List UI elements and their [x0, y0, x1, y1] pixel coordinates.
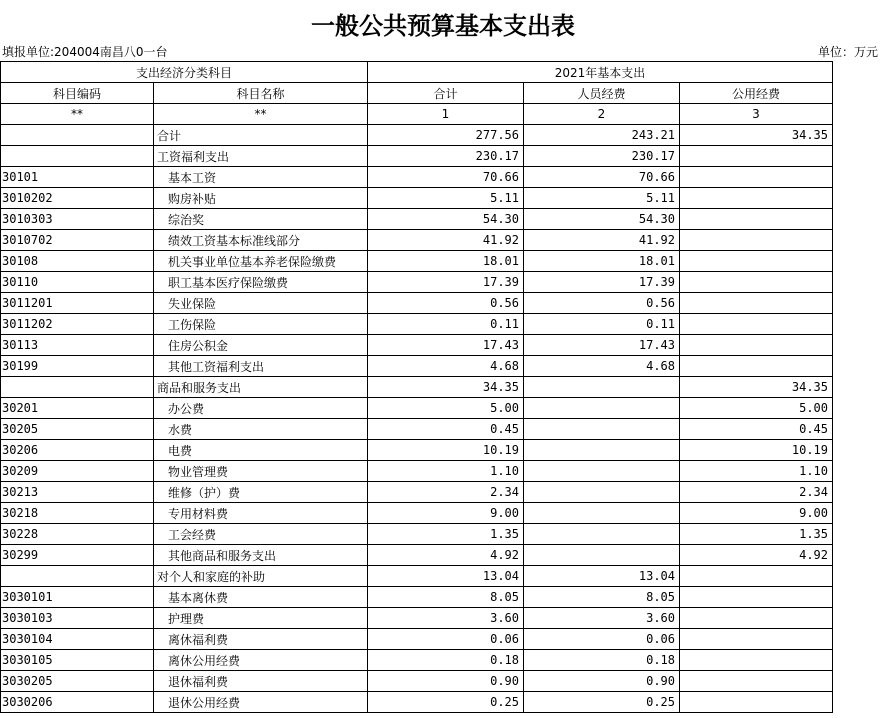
row-name: 绩效工资基本标准线部分 [154, 230, 368, 251]
row-personnel [524, 503, 680, 524]
table-row [1, 461, 833, 482]
row-code: 30113 [1, 335, 154, 356]
table-row [1, 629, 833, 650]
row-name: 专用材料费 [154, 503, 368, 524]
row-total: 18.01 [368, 251, 524, 272]
row-personnel: 0.25 [524, 692, 680, 713]
row-public: 5.00 [680, 398, 833, 419]
row-personnel [524, 482, 680, 503]
row-personnel [524, 440, 680, 461]
row-code: 30218 [1, 503, 154, 524]
row-code: 3030101 [1, 587, 154, 608]
row-personnel [524, 419, 680, 440]
row-public [680, 293, 833, 314]
row-name: 离休公用经费 [154, 650, 368, 671]
table-row [1, 566, 833, 587]
row-public [680, 692, 833, 713]
row-public: 2.34 [680, 482, 833, 503]
row-total: 3.60 [368, 608, 524, 629]
row-personnel [524, 524, 680, 545]
row-name: 合计 [154, 125, 368, 146]
row-code [1, 146, 154, 167]
row-total: 5.00 [368, 398, 524, 419]
row-personnel: 8.05 [524, 587, 680, 608]
row-name: 工资福利支出 [154, 146, 368, 167]
table-row [1, 230, 833, 251]
table-row [1, 608, 833, 629]
row-code: 3010303 [1, 209, 154, 230]
row-total: 0.90 [368, 671, 524, 692]
row-code [1, 125, 154, 146]
row-public [680, 188, 833, 209]
row-name: 办公费 [154, 398, 368, 419]
row-personnel: 0.56 [524, 293, 680, 314]
row-public: 1.35 [680, 524, 833, 545]
row-public [680, 566, 833, 587]
header-index-row [1, 104, 833, 125]
row-name: 工会经费 [154, 524, 368, 545]
table-row [1, 314, 833, 335]
row-personnel: 0.18 [524, 650, 680, 671]
table-row [1, 587, 833, 608]
row-personnel: 4.68 [524, 356, 680, 377]
row-code: 3030104 [1, 629, 154, 650]
header-column-row [1, 83, 833, 104]
row-code: 3030105 [1, 650, 154, 671]
header-personnel: 人员经费 [524, 83, 680, 104]
row-total: 17.43 [368, 335, 524, 356]
row-total: 1.35 [368, 524, 524, 545]
table-row [1, 146, 833, 167]
budget-table [0, 61, 833, 713]
row-personnel [524, 545, 680, 566]
row-total: 17.39 [368, 272, 524, 293]
table-row [1, 293, 833, 314]
row-total: 4.92 [368, 545, 524, 566]
row-code: 30209 [1, 461, 154, 482]
row-personnel [524, 461, 680, 482]
page-title: 一般公共预算基本支出表 [311, 11, 575, 40]
row-public: 34.35 [680, 125, 833, 146]
row-personnel: 41.92 [524, 230, 680, 251]
table-row [1, 167, 833, 188]
table-row [1, 650, 833, 671]
row-code: 3010702 [1, 230, 154, 251]
table-row [1, 671, 833, 692]
row-name: 电费 [154, 440, 368, 461]
row-name: 对个人和家庭的补助 [154, 566, 368, 587]
row-total: 0.11 [368, 314, 524, 335]
row-public [680, 335, 833, 356]
row-name: 基本工资 [154, 167, 368, 188]
row-name: 住房公积金 [154, 335, 368, 356]
header-public: 公用经费 [680, 83, 833, 104]
row-personnel: 54.30 [524, 209, 680, 230]
row-total: 34.35 [368, 377, 524, 398]
currency-unit: 单位：万元 [817, 45, 878, 59]
row-personnel: 0.90 [524, 671, 680, 692]
row-name: 物业管理费 [154, 461, 368, 482]
table-row [1, 545, 833, 566]
reporting-unit: 填报单位:204004南昌八0一台 [2, 45, 168, 59]
row-code: 30228 [1, 524, 154, 545]
header-basic-expenditure: 2021年基本支出 [368, 62, 833, 83]
row-code: 30201 [1, 398, 154, 419]
row-name: 机关事业单位基本养老保险缴费 [154, 251, 368, 272]
row-total: 41.92 [368, 230, 524, 251]
row-code: 30213 [1, 482, 154, 503]
row-total: 4.68 [368, 356, 524, 377]
row-total: 2.34 [368, 482, 524, 503]
row-code: 30108 [1, 251, 154, 272]
row-total: 1.10 [368, 461, 524, 482]
row-name: 商品和服务支出 [154, 377, 368, 398]
table-row [1, 482, 833, 503]
row-name: 其他商品和服务支出 [154, 545, 368, 566]
row-name: 其他工资福利支出 [154, 356, 368, 377]
row-personnel [524, 398, 680, 419]
header-economic-category: 支出经济分类科目 [1, 62, 368, 83]
row-total: 0.18 [368, 650, 524, 671]
row-public: 0.45 [680, 419, 833, 440]
row-code [1, 566, 154, 587]
row-total: 0.06 [368, 629, 524, 650]
row-code: 3030103 [1, 608, 154, 629]
table-row [1, 524, 833, 545]
row-public [680, 167, 833, 188]
row-public: 10.19 [680, 440, 833, 461]
row-name: 基本离休费 [154, 587, 368, 608]
row-public [680, 356, 833, 377]
row-name: 工伤保险 [154, 314, 368, 335]
row-code: 3011201 [1, 293, 154, 314]
row-personnel: 0.06 [524, 629, 680, 650]
row-public [680, 650, 833, 671]
row-name: 职工基本医疗保险缴费 [154, 272, 368, 293]
table-row [1, 692, 833, 713]
table-row [1, 188, 833, 209]
row-personnel: 3.60 [524, 608, 680, 629]
row-total: 8.05 [368, 587, 524, 608]
header-group-row [1, 62, 833, 83]
index-name: ** [154, 104, 368, 125]
header-total: 合计 [368, 83, 524, 104]
row-public: 4.92 [680, 545, 833, 566]
row-public: 34.35 [680, 377, 833, 398]
row-public [680, 629, 833, 650]
row-code [1, 377, 154, 398]
row-name: 失业保险 [154, 293, 368, 314]
row-total: 13.04 [368, 566, 524, 587]
row-code: 30101 [1, 167, 154, 188]
row-public [680, 608, 833, 629]
index-public: 3 [680, 104, 833, 125]
row-personnel: 5.11 [524, 188, 680, 209]
row-name: 维修（护）费 [154, 482, 368, 503]
row-public [680, 671, 833, 692]
table-row [1, 272, 833, 293]
row-personnel: 70.66 [524, 167, 680, 188]
header-code: 科目编码 [1, 83, 154, 104]
row-total: 277.56 [368, 125, 524, 146]
row-code: 30205 [1, 419, 154, 440]
row-personnel: 17.39 [524, 272, 680, 293]
row-total: 5.11 [368, 188, 524, 209]
row-name: 退休公用经费 [154, 692, 368, 713]
row-personnel [524, 377, 680, 398]
row-code: 3011202 [1, 314, 154, 335]
row-personnel: 18.01 [524, 251, 680, 272]
table-row [1, 503, 833, 524]
row-code: 30110 [1, 272, 154, 293]
row-name: 水费 [154, 419, 368, 440]
index-personnel: 2 [524, 104, 680, 125]
table-row [1, 125, 833, 146]
row-code: 3030206 [1, 692, 154, 713]
row-public [680, 314, 833, 335]
table-row [1, 251, 833, 272]
row-total: 0.45 [368, 419, 524, 440]
table-row [1, 209, 833, 230]
table-row [1, 356, 833, 377]
table-row [1, 440, 833, 461]
row-public: 1.10 [680, 461, 833, 482]
header-name: 科目名称 [154, 83, 368, 104]
row-public [680, 587, 833, 608]
index-code: ** [1, 104, 154, 125]
row-public [680, 272, 833, 293]
row-name: 离休福利费 [154, 629, 368, 650]
table-row [1, 335, 833, 356]
row-code: 30206 [1, 440, 154, 461]
row-public [680, 146, 833, 167]
row-public [680, 209, 833, 230]
row-personnel: 230.17 [524, 146, 680, 167]
row-code: 3010202 [1, 188, 154, 209]
row-total: 70.66 [368, 167, 524, 188]
row-public: 9.00 [680, 503, 833, 524]
row-name: 护理费 [154, 608, 368, 629]
row-public [680, 230, 833, 251]
row-personnel: 17.43 [524, 335, 680, 356]
row-code: 30299 [1, 545, 154, 566]
row-public [680, 251, 833, 272]
row-code: 3030205 [1, 671, 154, 692]
row-total: 230.17 [368, 146, 524, 167]
table-row [1, 398, 833, 419]
row-name: 综治奖 [154, 209, 368, 230]
table-row [1, 377, 833, 398]
row-total: 54.30 [368, 209, 524, 230]
row-name: 购房补贴 [154, 188, 368, 209]
row-name: 退休福利费 [154, 671, 368, 692]
row-total: 0.56 [368, 293, 524, 314]
row-total: 0.25 [368, 692, 524, 713]
table-row [1, 419, 833, 440]
row-personnel: 13.04 [524, 566, 680, 587]
row-personnel: 0.11 [524, 314, 680, 335]
row-total: 10.19 [368, 440, 524, 461]
row-code: 30199 [1, 356, 154, 377]
index-total: 1 [368, 104, 524, 125]
row-personnel: 243.21 [524, 125, 680, 146]
row-total: 9.00 [368, 503, 524, 524]
